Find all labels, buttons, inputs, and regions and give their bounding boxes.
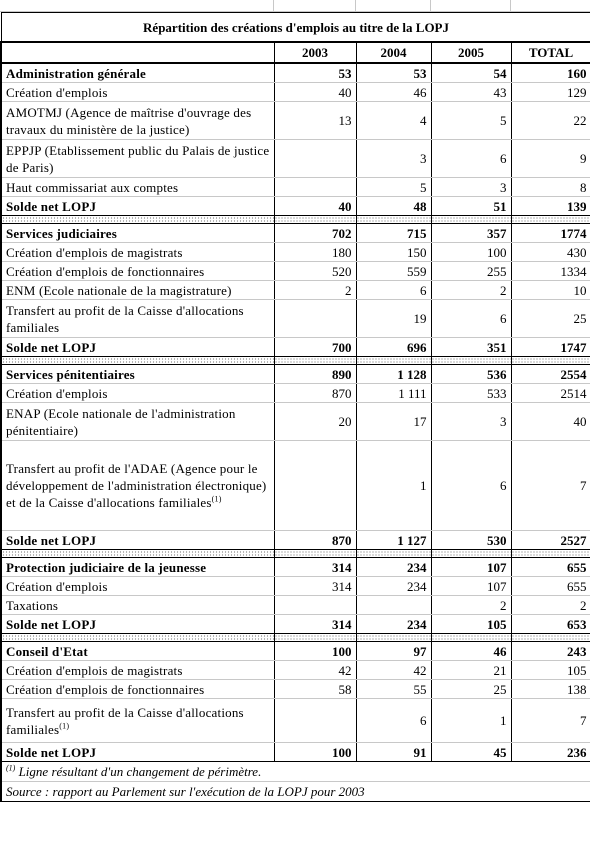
value-cell: 8 [511,178,590,197]
value-cell: 1 127 [356,531,431,550]
value-cell: 2 [431,596,511,615]
separator-cell [431,634,511,642]
separator-cell [356,216,431,224]
row-label-text: Solde net LOPJ [6,532,97,548]
row-label-text: Création d'emplois [6,84,108,100]
value-cell: 870 [274,531,356,550]
table-row [1,384,590,403]
col-header-total: TOTAL [511,42,590,63]
value-cell: 180 [274,243,356,262]
solde-row [1,531,590,550]
row-label [1,243,274,262]
section-label [1,224,274,243]
row-label-text: Solde net LOPJ [6,616,97,632]
value-cell: 1334 [511,262,590,281]
source-row [1,782,590,802]
footnote [1,762,590,782]
row-label-text: Création d'emplois de fonctionnaires [6,263,205,279]
solde-row [1,743,590,762]
value-cell: 4 [356,102,431,140]
row-label [1,300,274,338]
separator-cell [356,357,431,365]
separator-cell [356,550,431,558]
value-cell [274,441,356,531]
section-row [1,63,590,83]
row-label [1,262,274,281]
solde-label [1,338,274,357]
col-header-2003: 2003 [274,42,356,63]
table-row [1,262,590,281]
value-cell: 100 [274,642,356,661]
row-label [1,596,274,615]
separator-cell [511,216,590,224]
value-cell: 19 [356,300,431,338]
value-cell: 5 [356,178,431,197]
value-cell [274,596,356,615]
solde-label [1,615,274,634]
row-label-text: Création d'emplois de fonctionnaires [6,681,205,697]
row-label [1,178,274,197]
footnote-mark: (1) [6,763,16,773]
section-row [1,224,590,243]
separator-cell [356,634,431,642]
value-cell: 21 [431,661,511,680]
value-cell: 20 [274,403,356,441]
value-cell: 6 [356,699,431,743]
lopj-table [0,12,590,802]
row-label-text: Administration générale [6,65,147,81]
footnote-ref: (1) [59,721,70,731]
separator-cell [431,216,511,224]
row-label [1,441,274,531]
header-row [1,42,590,63]
value-cell: 430 [511,243,590,262]
value-cell: 107 [431,558,511,577]
value-cell: 255 [431,262,511,281]
value-cell: 58 [274,680,356,699]
row-label [1,577,274,596]
table-row [1,699,590,743]
row-label-text: Solde net LOPJ [6,744,97,760]
col-header-2005: 2005 [431,42,511,63]
value-cell: 1774 [511,224,590,243]
value-cell: 314 [274,577,356,596]
value-cell: 100 [274,743,356,762]
value-cell: 7 [511,699,590,743]
footnote-text: Ligne résultant d'un changement de périmètre. [18,764,262,779]
row-label-text: Conseil d'Etat [6,643,88,659]
value-cell: 2 [274,281,356,300]
value-cell: 53 [274,63,356,83]
value-cell: 236 [511,743,590,762]
table-row [1,577,590,596]
value-cell [356,596,431,615]
source-text: Source : rapport au Parlement sur l'exécution de la LOPJ pour 2003 [1,782,590,802]
value-cell: 46 [356,83,431,102]
value-cell: 40 [511,403,590,441]
section-separator [1,550,590,558]
value-cell: 536 [431,365,511,384]
section-separator [1,357,590,365]
value-cell: 520 [274,262,356,281]
value-cell: 97 [356,642,431,661]
row-label-text: Services pénitentiaires [6,366,135,382]
row-label [1,102,274,140]
row-label [1,680,274,699]
value-cell: 1 111 [356,384,431,403]
separator-cell [1,634,274,642]
sheet-gridlines [0,0,590,12]
value-cell: 150 [356,243,431,262]
row-label [1,384,274,403]
value-cell: 100 [431,243,511,262]
value-cell: 10 [511,281,590,300]
value-cell: 357 [431,224,511,243]
table-row [1,178,590,197]
row-label [1,403,274,441]
value-cell: 314 [274,615,356,634]
separator-cell [1,357,274,365]
separator-cell [511,634,590,642]
section-separator [1,216,590,224]
value-cell: 9 [511,140,590,178]
value-cell: 42 [356,661,431,680]
value-cell: 2 [511,596,590,615]
value-cell: 2554 [511,365,590,384]
footnote-row [1,762,590,782]
section-label [1,63,274,83]
value-cell: 314 [274,558,356,577]
table-row [1,596,590,615]
value-cell: 25 [431,680,511,699]
row-label-text: EPPJP (Etablissement public du Palais de justice de Paris) [6,142,270,175]
table-row [1,680,590,699]
value-cell: 7 [511,441,590,531]
section-row [1,365,590,384]
separator-cell [274,550,356,558]
row-label [1,140,274,178]
table-row [1,441,590,531]
row-label-text: Solde net LOPJ [6,339,97,355]
table-row [1,83,590,102]
value-cell: 160 [511,63,590,83]
separator-cell [1,216,274,224]
row-label-text: Transfert au profit de la Caisse d'allocations familiales [6,704,244,737]
value-cell [274,300,356,338]
value-cell: 1 [431,699,511,743]
row-label-text: ENM (Ecole nationale de la magistrature) [6,282,232,298]
value-cell [274,178,356,197]
value-cell: 6 [431,140,511,178]
row-label-text: Protection judiciaire de la jeunesse [6,559,207,575]
value-cell: 6 [431,300,511,338]
value-cell: 870 [274,384,356,403]
separator-cell [274,634,356,642]
separator-cell [274,216,356,224]
table-row [1,300,590,338]
value-cell: 653 [511,615,590,634]
row-label-text: Solde net LOPJ [6,198,97,214]
value-cell: 51 [431,197,511,216]
value-cell: 234 [356,615,431,634]
value-cell: 5 [431,102,511,140]
separator-cell [431,357,511,365]
value-cell: 655 [511,577,590,596]
solde-row [1,338,590,357]
row-label-text: ENAP (Ecole nationale de l'administration pénitentiaire) [6,405,236,438]
value-cell: 696 [356,338,431,357]
row-label-text: AMOTMJ (Agence de maîtrise d'ouvrage des travaux du ministère de la justice) [6,104,252,137]
row-label-text: Transfert au profit de la Caisse d'allocations familiales [6,302,244,335]
solde-label [1,197,274,216]
value-cell: 702 [274,224,356,243]
value-cell: 129 [511,83,590,102]
solde-row [1,615,590,634]
value-cell: 1 [356,441,431,531]
value-cell: 48 [356,197,431,216]
table-row [1,281,590,300]
row-label [1,281,274,300]
value-cell: 559 [356,262,431,281]
separator-cell [274,357,356,365]
value-cell: 139 [511,197,590,216]
value-cell: 25 [511,300,590,338]
section-separator [1,634,590,642]
value-cell: 2514 [511,384,590,403]
section-label [1,558,274,577]
footnote-ref: (1) [211,494,222,504]
value-cell [274,140,356,178]
value-cell: 700 [274,338,356,357]
row-label-text: Création d'emplois [6,578,108,594]
value-cell: 22 [511,102,590,140]
value-cell: 3 [356,140,431,178]
value-cell: 55 [356,680,431,699]
value-cell: 43 [431,83,511,102]
header-label-cell [1,42,274,63]
value-cell: 107 [431,577,511,596]
section-row [1,558,590,577]
value-cell: 351 [431,338,511,357]
col-header-2004: 2004 [356,42,431,63]
table-row [1,661,590,680]
value-cell: 243 [511,642,590,661]
table-row [1,140,590,178]
value-cell: 45 [431,743,511,762]
separator-cell [511,357,590,365]
solde-label [1,743,274,762]
row-label-text: Création d'emplois [6,385,108,401]
value-cell: 13 [274,102,356,140]
value-cell [274,699,356,743]
value-cell: 17 [356,403,431,441]
value-cell: 655 [511,558,590,577]
row-label-text: Services judiciaires [6,225,117,241]
table-row [1,102,590,140]
value-cell: 54 [431,63,511,83]
value-cell: 91 [356,743,431,762]
value-cell: 890 [274,365,356,384]
value-cell: 533 [431,384,511,403]
solde-row [1,197,590,216]
value-cell: 234 [356,577,431,596]
row-label [1,699,274,743]
row-label-text: Taxations [6,597,59,613]
value-cell: 138 [511,680,590,699]
value-cell: 53 [356,63,431,83]
section-label [1,642,274,661]
value-cell: 105 [431,615,511,634]
value-cell: 40 [274,83,356,102]
row-label-text: Création d'emplois de magistrats [6,244,183,260]
value-cell: 6 [356,281,431,300]
value-cell: 105 [511,661,590,680]
row-label-text: Transfert au profit de l'ADAE (Agence pour le développement de l'administration électronique) et de la Caisse d'allocations familiales [6,461,267,510]
section-row [1,642,590,661]
value-cell: 1 128 [356,365,431,384]
solde-label [1,531,274,550]
value-cell: 715 [356,224,431,243]
row-label [1,83,274,102]
section-label [1,365,274,384]
row-label-text: Haut commissariat aux comptes [6,179,179,195]
value-cell: 40 [274,197,356,216]
table-row [1,403,590,441]
separator-cell [1,550,274,558]
table-title: Répartition des créations d'emplois au titre de la LOPJ [1,13,590,43]
value-cell: 530 [431,531,511,550]
value-cell: 2 [431,281,511,300]
value-cell: 2527 [511,531,590,550]
table-row [1,243,590,262]
value-cell: 234 [356,558,431,577]
value-cell: 1747 [511,338,590,357]
value-cell: 3 [431,403,511,441]
value-cell: 42 [274,661,356,680]
value-cell: 46 [431,642,511,661]
row-label [1,661,274,680]
row-label-text: Création d'emplois de magistrats [6,662,183,678]
value-cell: 3 [431,178,511,197]
value-cell: 6 [431,441,511,531]
separator-cell [431,550,511,558]
separator-cell [511,550,590,558]
title-row [1,13,590,43]
